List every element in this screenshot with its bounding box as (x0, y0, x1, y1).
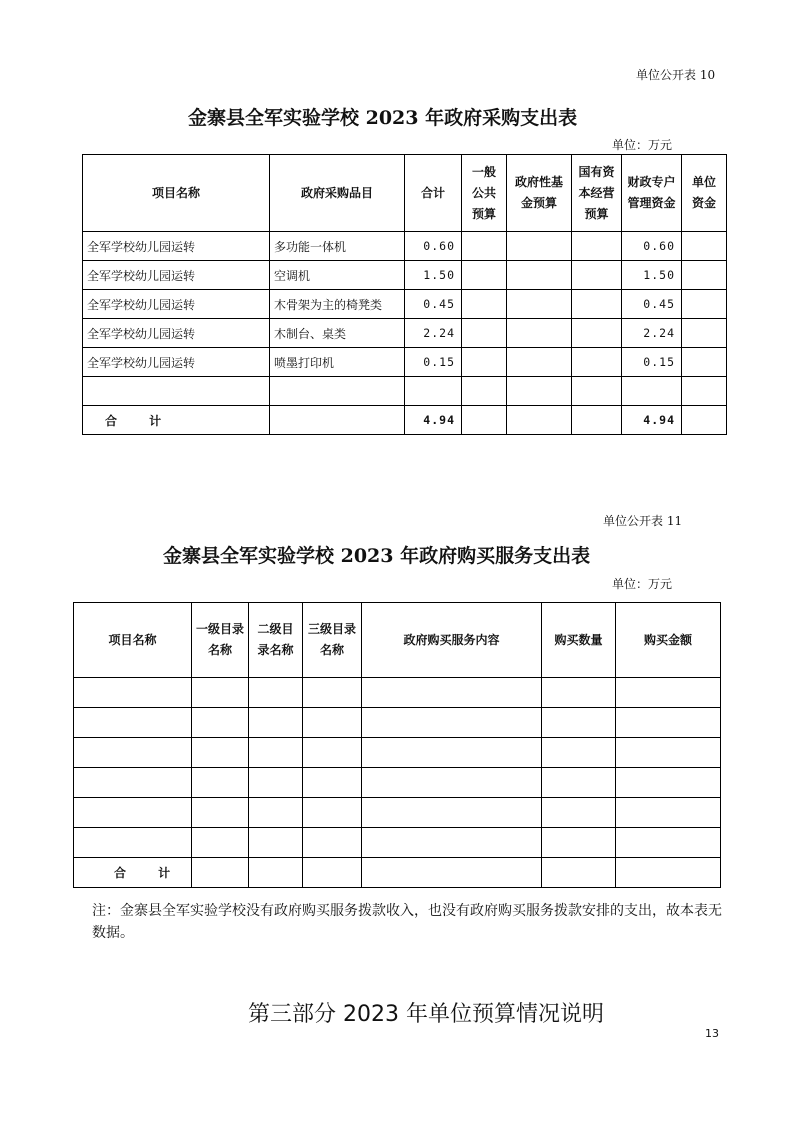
empty-cell (616, 858, 721, 888)
empty-cell (303, 708, 362, 738)
cell-total: 0.45 (405, 290, 462, 319)
cell-fund (507, 232, 572, 261)
cell-state (572, 290, 622, 319)
empty-cell (74, 828, 192, 858)
page-number: 13 (705, 1027, 719, 1040)
table11-title: 金寨县全军实验学校 2023 年政府购买服务支出表 (163, 545, 591, 567)
empty-cell (405, 377, 462, 406)
empty-cell (192, 858, 249, 888)
empty-cell (192, 768, 249, 798)
empty-cell (74, 678, 192, 708)
empty-cell (362, 798, 542, 828)
table-row (83, 290, 727, 319)
cell-general (462, 261, 507, 290)
table-row-empty (74, 708, 721, 738)
total-label (83, 406, 270, 435)
table-row-empty (74, 828, 721, 858)
header-project-name: 项目名称 (83, 155, 270, 232)
header-amount: 购买金额 (616, 603, 721, 678)
empty-cell (303, 858, 362, 888)
empty-cell (192, 828, 249, 858)
cell-total: 2.24 (405, 319, 462, 348)
header-quantity: 购买数量 (542, 603, 616, 678)
table-row-empty (74, 738, 721, 768)
header-level3-catalog: 三级目录名称 (303, 603, 362, 678)
empty-cell (303, 798, 362, 828)
empty-cell (249, 768, 303, 798)
header-project-name: 项目名称 (74, 603, 192, 678)
cell-item: 木制台、桌类 (270, 319, 405, 348)
empty-cell (616, 768, 721, 798)
cell-state (572, 319, 622, 348)
cell-state (572, 232, 622, 261)
empty-cell (74, 708, 192, 738)
empty-cell (303, 828, 362, 858)
empty-cell (192, 738, 249, 768)
cell-item: 喷墨打印机 (270, 348, 405, 377)
empty-cell (616, 738, 721, 768)
cell-project: 全军学校幼儿园运转 (83, 348, 270, 377)
cell-project: 全军学校幼儿园运转 (83, 232, 270, 261)
empty-cell (542, 828, 616, 858)
header-procurement-item: 政府采购品目 (270, 155, 405, 232)
header-total: 合计 (405, 155, 462, 232)
table11-unit: 单位：万元 (612, 577, 673, 591)
procurement-table (82, 154, 727, 435)
cell-state (572, 261, 622, 290)
empty-cell (362, 768, 542, 798)
cell-special: 1.50 (622, 261, 682, 290)
empty-cell (572, 377, 622, 406)
header-service-content: 政府购买服务内容 (362, 603, 542, 678)
header-general-budget: 一般公共预算 (462, 155, 507, 232)
empty-cell (249, 828, 303, 858)
cell-general (462, 232, 507, 261)
empty-cell (542, 738, 616, 768)
cell-fund (507, 290, 572, 319)
table-row (83, 261, 727, 290)
empty-cell (507, 406, 572, 435)
total-special: 4.94 (622, 406, 682, 435)
table11-note: 注：金寨县全军实验学校没有政府购买服务拨款收入，也没有政府购买服务拨款安排的支出，故本表无数据。 (92, 903, 722, 941)
cell-total: 0.15 (405, 348, 462, 377)
table-row-empty (83, 377, 727, 406)
table-row (83, 232, 727, 261)
section-heading: 第三部分 2023 年单位预算情况说明 (248, 1002, 604, 1027)
cell-fund (507, 348, 572, 377)
empty-cell (362, 708, 542, 738)
empty-cell (682, 377, 727, 406)
empty-cell (74, 798, 192, 828)
empty-cell (249, 858, 303, 888)
empty-cell (270, 406, 405, 435)
cell-general (462, 290, 507, 319)
table10-header-row (83, 155, 727, 232)
empty-cell (542, 858, 616, 888)
empty-cell (362, 678, 542, 708)
cell-fund (507, 319, 572, 348)
table11-header-row (74, 603, 721, 678)
header-level1-catalog: 一级目录名称 (192, 603, 249, 678)
cell-project: 全军学校幼儿园运转 (83, 319, 270, 348)
empty-cell (507, 377, 572, 406)
table11-total-row (74, 858, 721, 888)
table11-number: 单位公开表 11 (603, 514, 683, 528)
cell-special: 0.45 (622, 290, 682, 319)
empty-cell (249, 798, 303, 828)
table-row-empty (74, 798, 721, 828)
table-row (83, 348, 727, 377)
cell-project: 全军学校幼儿园运转 (83, 290, 270, 319)
empty-cell (74, 738, 192, 768)
table10-title: 金寨县全军实验学校 2023 年政府采购支出表 (188, 107, 578, 129)
empty-cell (542, 768, 616, 798)
header-state-capital-budget: 国有资本经营预算 (572, 155, 622, 232)
cell-item: 空调机 (270, 261, 405, 290)
table-row-empty (74, 768, 721, 798)
cell-special: 0.15 (622, 348, 682, 377)
header-level2-catalog: 二级目录名称 (249, 603, 303, 678)
cell-own (682, 319, 727, 348)
empty-cell (682, 406, 727, 435)
empty-cell (616, 708, 721, 738)
empty-cell (462, 406, 507, 435)
empty-cell (249, 708, 303, 738)
empty-cell (192, 678, 249, 708)
table10-total-row (83, 406, 727, 435)
empty-cell (362, 738, 542, 768)
total-label-text: 合 计 (114, 866, 185, 880)
cell-general (462, 319, 507, 348)
cell-own (682, 290, 727, 319)
empty-cell (542, 678, 616, 708)
cell-own (682, 261, 727, 290)
empty-cell (249, 738, 303, 768)
cell-item: 多功能一体机 (270, 232, 405, 261)
cell-project: 全军学校幼儿园运转 (83, 261, 270, 290)
empty-cell (616, 828, 721, 858)
total-label-text: 合 计 (105, 413, 176, 428)
cell-total: 1.50 (405, 261, 462, 290)
purchase-service-table (73, 602, 721, 888)
cell-fund (507, 261, 572, 290)
empty-cell (303, 768, 362, 798)
total-label (74, 858, 192, 888)
table-row-empty (74, 678, 721, 708)
empty-cell (303, 678, 362, 708)
empty-cell (542, 708, 616, 738)
cell-total: 0.60 (405, 232, 462, 261)
table10-number: 单位公开表 10 (636, 68, 716, 82)
cell-special: 0.60 (622, 232, 682, 261)
empty-cell (542, 798, 616, 828)
empty-cell (192, 708, 249, 738)
cell-own (682, 232, 727, 261)
empty-cell (249, 678, 303, 708)
empty-cell (270, 377, 405, 406)
empty-cell (303, 738, 362, 768)
empty-cell (462, 377, 507, 406)
cell-item: 木骨架为主的椅凳类 (270, 290, 405, 319)
empty-cell (616, 678, 721, 708)
cell-state (572, 348, 622, 377)
table10-unit: 单位：万元 (612, 138, 673, 152)
empty-cell (74, 768, 192, 798)
cell-special: 2.24 (622, 319, 682, 348)
empty-cell (192, 798, 249, 828)
cell-general (462, 348, 507, 377)
empty-cell (83, 377, 270, 406)
empty-cell (362, 858, 542, 888)
header-gov-fund-budget: 政府性基金预算 (507, 155, 572, 232)
table-row (83, 319, 727, 348)
empty-cell (616, 798, 721, 828)
empty-cell (362, 828, 542, 858)
empty-cell (622, 377, 682, 406)
header-unit-fund: 单位资金 (682, 155, 727, 232)
header-special-account-fund: 财政专户管理资金 (622, 155, 682, 232)
total-sum: 4.94 (405, 406, 462, 435)
cell-own (682, 348, 727, 377)
empty-cell (572, 406, 622, 435)
